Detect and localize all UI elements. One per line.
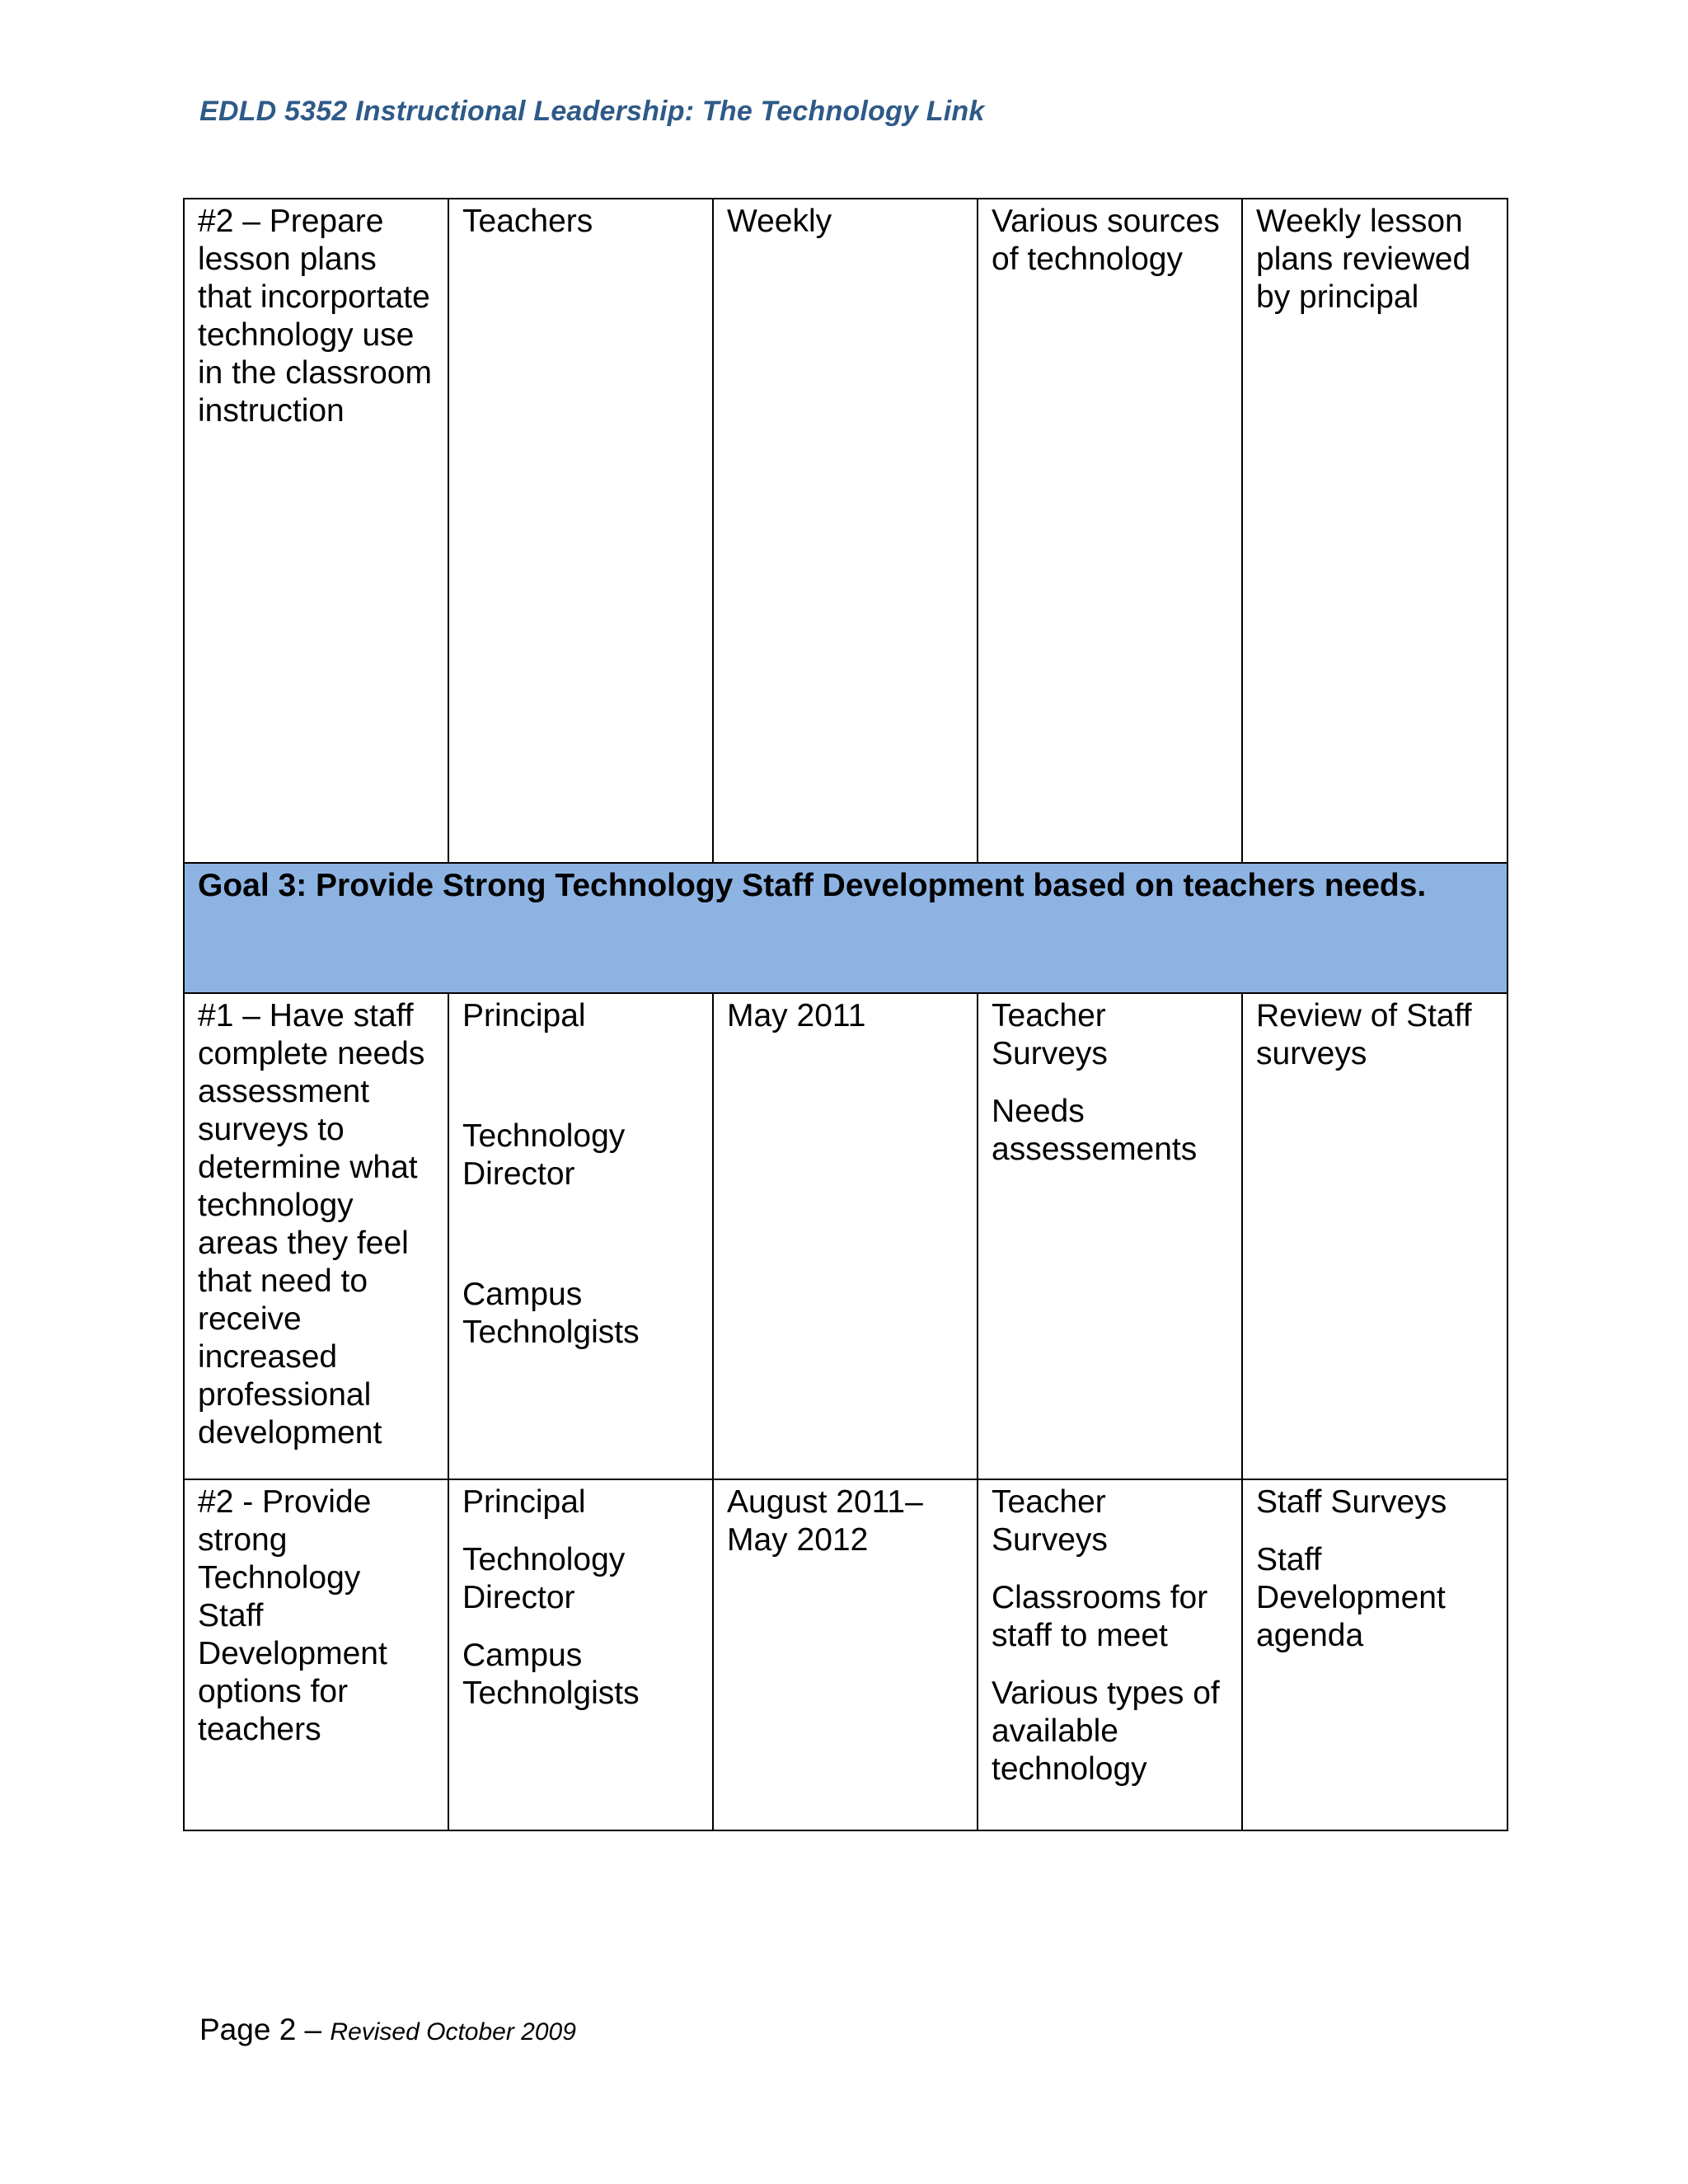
resources-cell: Teacher Surveys Classrooms for staff to meet Various types of available technology (978, 1479, 1242, 1830)
action-plan-table (183, 198, 1508, 1831)
goal-3-heading: Goal 3: Provide Strong Technology Staff Development based on teachers needs. (184, 863, 1507, 993)
evaluation-cell: Staff Surveys Staff Development agenda (1242, 1479, 1507, 1830)
persons-cell: Principal Technology Director Campus Technolgists (448, 993, 713, 1479)
table-row (184, 199, 1507, 863)
revised-date: Revised October 2009 (330, 2018, 576, 2046)
objective-cell: #2 - Provide strong Technology Staff Development options for teachers (184, 1479, 448, 1830)
persons-cell: Principal Technology Director Campus Technolgists (448, 1479, 713, 1830)
resources-cell: Various sources of technology (978, 199, 1242, 863)
timeline-cell: May 2011 (713, 993, 978, 1479)
evaluation-cell: Weekly lesson plans reviewed by principal (1242, 199, 1507, 863)
persons-cell: Teachers (448, 199, 713, 863)
page-footer (199, 2013, 576, 2047)
resources-cell: Teacher Surveys Needs assessements (978, 993, 1242, 1479)
page-number: Page 2 – (199, 2013, 331, 2046)
table-row (184, 993, 1507, 1479)
timeline-cell: Weekly (713, 199, 978, 863)
page-header-title: EDLD 5352 Instructional Leadership: The Technology Link (199, 96, 985, 127)
goal-row (184, 863, 1507, 993)
evaluation-cell: Review of Staff surveys (1242, 993, 1507, 1479)
timeline-cell: August 2011– May 2012 (713, 1479, 978, 1830)
table-row (184, 1479, 1507, 1830)
objective-cell: #2 – Prepare lesson plans that incorportate technology use in the classroom instruction (184, 199, 448, 863)
objective-cell: #1 – Have staff complete needs assessment surveys to determine what technology areas they feel that need to receive increased professional development (184, 993, 448, 1479)
